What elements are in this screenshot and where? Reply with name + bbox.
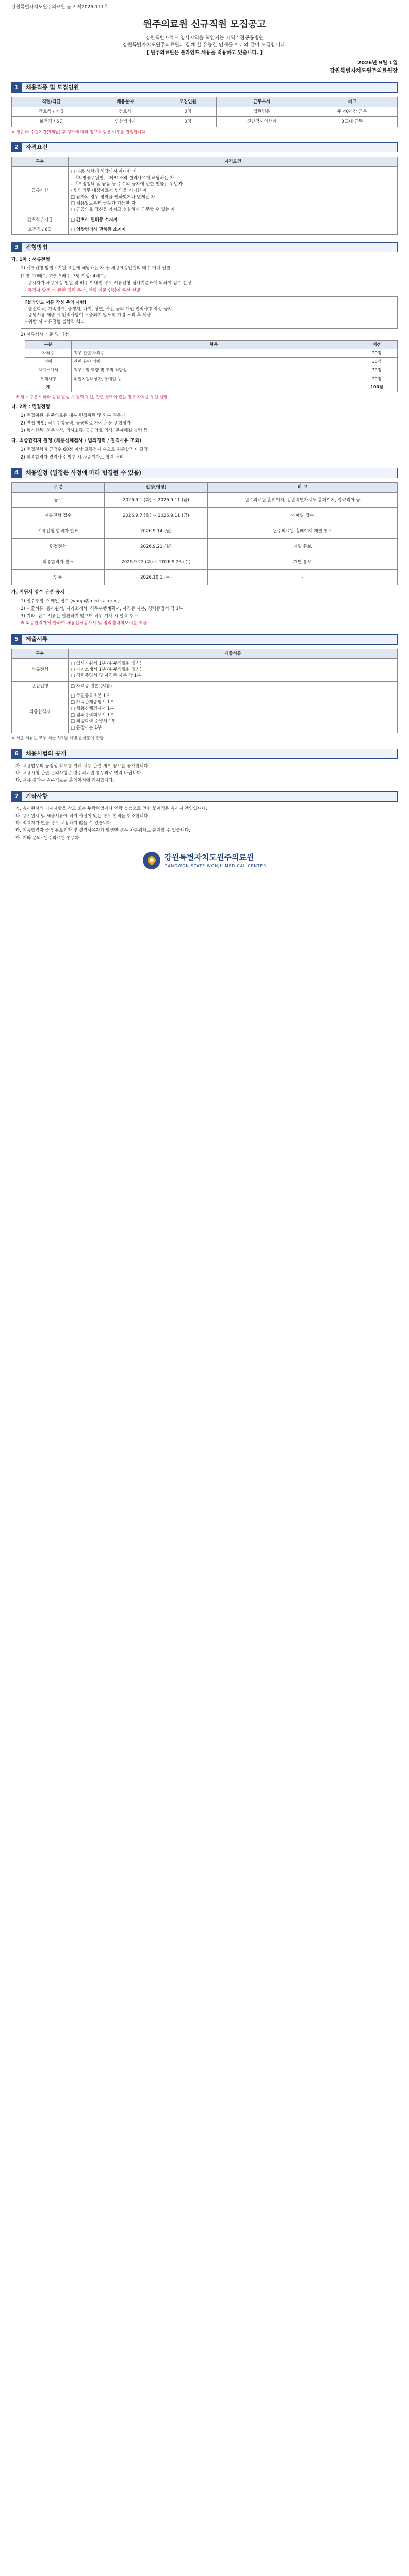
table-header: 구분 bbox=[12, 157, 69, 167]
cell: 자기소개서 bbox=[25, 366, 72, 375]
cell: 취업지원대상자, 장애인 등 bbox=[72, 375, 356, 383]
cell: 공통사항 bbox=[12, 167, 69, 215]
table-row bbox=[12, 493, 398, 508]
cell: 서류전형 접수 bbox=[12, 508, 105, 523]
intro-line: [ 원주의료원은 블라인드 채용을 적용하고 있습니다. ] bbox=[146, 49, 263, 56]
section-title: 채용시험의 공개 bbox=[22, 749, 398, 759]
paragraph: 1) 접수방법: 이메일 접수 (wonju@medical.or.kr) bbox=[21, 599, 120, 604]
subsection-title: 나. 2차 : 면접전형 bbox=[11, 404, 50, 410]
cell: 0명 bbox=[159, 107, 217, 116]
recruitment-notice bbox=[0, 0, 409, 877]
table-row bbox=[12, 107, 398, 116]
section-header bbox=[11, 749, 398, 759]
section-title: 채용일정 (일정은 사정에 따라 변경될 수 있음) bbox=[22, 468, 398, 478]
cell: □ 간호사 면허증 소지자 bbox=[69, 215, 398, 225]
cell: 계 bbox=[25, 383, 72, 392]
table-row bbox=[12, 691, 398, 733]
hospital-logo-icon bbox=[143, 852, 160, 869]
table-header: 근무부서 bbox=[217, 97, 307, 107]
cell: 2026.9.14.(월) bbox=[105, 523, 208, 539]
section-header bbox=[11, 634, 398, 645]
table-header: 항목 bbox=[72, 341, 356, 349]
cell: 서류전형 합격자 발표 bbox=[12, 523, 105, 539]
cell: □ 주민등록초본 1부 □ 가족관계증명서 1부 □ 채용신체검사서 1부 □ 범죄경력회보서 1부 □ 최종학력 증명서 1부 □ 통장사본 1부 bbox=[69, 691, 398, 733]
cell: 2026.9.7.(월) ~ 2026.9.11.(금) bbox=[105, 508, 208, 523]
table-header: 비고 bbox=[307, 97, 397, 107]
paragraph: 마. 기타 문의: 원주의료원 총무과 bbox=[15, 835, 79, 841]
subsection-title: 가. 1차 : 서류전형 bbox=[11, 257, 50, 263]
cell: 입원병동 bbox=[217, 107, 307, 116]
list-item: - 「지방공무원법」 제31조의 결격사유에 해당하는 자 bbox=[71, 175, 174, 181]
table-header: 제출서류 bbox=[69, 649, 398, 658]
section-header bbox=[11, 142, 398, 152]
cell: 보건직 / 6급 bbox=[12, 117, 91, 127]
paragraph: 2) 서류심사 기준 및 배점 bbox=[21, 332, 69, 337]
table-header: 배점 bbox=[356, 341, 398, 349]
list-item: □ 다음 사항에 해당되지 아니한 자 bbox=[71, 169, 137, 175]
section-number: 6 bbox=[11, 749, 22, 759]
paragraph: 라. 최종합격자 중 임용포기자 및 결격사유자가 발생한 경우 차순위자로 충원할 수 있습니다. bbox=[15, 828, 190, 834]
table-row bbox=[12, 167, 398, 215]
blind-notice-box bbox=[21, 296, 398, 329]
criteria-table bbox=[25, 340, 398, 392]
paragraph: 1) 면접위원: 원주의료원 내부 면접위원 및 외부 전문가 bbox=[21, 413, 125, 419]
table-row bbox=[25, 375, 398, 383]
cell: 2026.10.1.(목) bbox=[105, 570, 208, 585]
table-row bbox=[12, 215, 398, 225]
list-item: - 증명서류 제출 시 인적사항이 노출되지 않도록 가림 처리 후 제출 bbox=[25, 313, 151, 318]
paragraph: 1) 면접전형 평균점수 60점 이상 고득점자 순으로 최종합격자 결정 bbox=[21, 447, 148, 453]
table-header: 비 고 bbox=[208, 482, 398, 492]
section-title: 자격요건 bbox=[22, 142, 398, 152]
paragraph: 나. 채용시험 관련 문의사항은 원주의료원 총무과로 연락 바랍니다. bbox=[15, 770, 143, 776]
documents-table bbox=[11, 649, 398, 733]
table-row bbox=[12, 554, 398, 570]
cell: 최종합격자 bbox=[12, 691, 69, 733]
cell: 직무 관련 자격증 bbox=[72, 349, 356, 358]
schedule-table bbox=[11, 482, 398, 585]
table-row bbox=[25, 358, 398, 366]
cell: 관련 분야 경력 bbox=[72, 358, 356, 366]
table-header: 자격요건 bbox=[69, 157, 398, 167]
cell: 2026.9.21.(월) bbox=[105, 539, 208, 554]
paragraph: 3) 기타: 접수 서류는 반환하지 않으며 허위 기재 시 합격 취소 bbox=[21, 613, 138, 619]
list-item: □ 남자의 경우 병역을 필하였거나 면제된 자 bbox=[71, 194, 155, 200]
section-note: ※ 정규직: 수습기간(3개월) 후 평가에 따라 정규직 임용 여부를 결정합니다. bbox=[11, 129, 147, 134]
cell: 원주의료원 홈페이지 개별 통보 bbox=[208, 523, 398, 539]
cell: 원주의료원 홈페이지, 강원특별자치도 홈페이지, 잡코리아 등 bbox=[208, 493, 398, 508]
page-title: 원주의료원 신규직원 모집공고 bbox=[143, 19, 266, 30]
cell: 임상병리사 bbox=[91, 117, 159, 127]
cell: 면접전형 bbox=[12, 681, 69, 691]
table-row bbox=[12, 570, 398, 585]
cell: 간호사 bbox=[91, 107, 159, 116]
table-row bbox=[12, 508, 398, 523]
intro bbox=[11, 35, 398, 57]
section-title: 제출서류 bbox=[22, 634, 398, 645]
cell: 개별 통보 bbox=[208, 539, 398, 554]
table-header: 구분 bbox=[25, 341, 72, 349]
subsection-title: 가. 지원서 접수 관련 공지 bbox=[11, 590, 64, 596]
cell: 3교대 근무 bbox=[307, 117, 397, 127]
cell: 이메일 접수 bbox=[208, 508, 398, 523]
cell: 0명 bbox=[159, 117, 217, 127]
list-item: - 병역의무 대상자로서 병역을 기피한 자 bbox=[71, 188, 147, 194]
cell: 30점 bbox=[356, 366, 398, 375]
section-number: 4 bbox=[11, 468, 22, 478]
cell: 100점 bbox=[356, 383, 398, 392]
section-note: ※ 제출 서류는 모두 최근 3개월 이내 발급분에 한함 bbox=[11, 735, 104, 740]
list-item: - 위반 시 서류전형 불합격 처리 bbox=[25, 319, 85, 325]
paragraph: 가. 응시원서의 기재사항을 착오 또는 누락하였거나 연락 불능으로 인한 불이익은 응시자 책임입니다. bbox=[15, 806, 207, 811]
table-row bbox=[12, 539, 398, 554]
paragraph: 1) 서류전형 방법 : 지원 요건에 해당하는 자 중 채용예정인원의 배수 이내 선발 bbox=[21, 266, 171, 272]
cell bbox=[72, 383, 356, 392]
table-header: 구분 bbox=[12, 649, 69, 658]
cell: 보건직 / 6급 bbox=[12, 225, 69, 234]
table-header: 직렬/직급 bbox=[12, 97, 91, 107]
intro-line: 강원특별자치도 영서지역을 책임지는 지역거점공공병원 bbox=[145, 35, 264, 41]
cell: 진단검사의학과 bbox=[217, 117, 307, 127]
section-title: 채용직종 및 모집인원 bbox=[22, 82, 398, 93]
section-title: 기타사항 bbox=[22, 791, 398, 802]
positions-table bbox=[11, 97, 398, 127]
paragraph: (1명: 10배수, 2명: 5배수, 3명 이상: 4배수) bbox=[21, 273, 106, 279]
notice-date: 2026년 9월 1일 bbox=[357, 60, 398, 66]
list-item: - 「부정청탁 및 금품 등 수수의 금지에 관한 법률」 위반자 bbox=[71, 182, 183, 188]
section-note: ※ 점수 구분에 따라 동점 발생 시 경력 우선, 관련 경력이 같을 경우 자격증 우선 선발 bbox=[15, 394, 168, 399]
paragraph: - 동점자 발생 시 관련 경력 우선, 연령 기준 연장자 우선 선발 bbox=[25, 288, 141, 294]
cell: 임용 bbox=[12, 570, 105, 585]
table-row bbox=[12, 225, 398, 234]
table-header: 일정(예정) bbox=[105, 482, 208, 492]
cell: 공고 bbox=[12, 493, 105, 508]
notice-number: 강원특별자치도원주의료원 공고 제2026-111호 bbox=[11, 5, 109, 10]
table-row bbox=[25, 383, 398, 392]
cell: 간호직 / 기급 bbox=[12, 215, 69, 225]
cell: 경력 bbox=[25, 358, 72, 366]
box-title: [블라인드 서류 작성 주의 사항] bbox=[25, 300, 87, 306]
section-number: 5 bbox=[11, 634, 22, 645]
footer bbox=[11, 852, 398, 869]
table-row bbox=[25, 349, 398, 358]
cell: 직무수행 역량 및 조직 적합성 bbox=[72, 366, 356, 375]
table-row bbox=[25, 366, 398, 375]
cell: 30점 bbox=[356, 358, 398, 366]
section-header bbox=[11, 791, 398, 802]
section-number: 7 bbox=[11, 791, 22, 802]
table-row bbox=[12, 658, 398, 681]
paragraph: 3) 평가항목: 전문지식, 의사소통, 공공의료 의식, 문제해결 능력 등 bbox=[21, 428, 148, 433]
list-item: □ 채용일로부터 근무가 가능한 자 bbox=[71, 201, 136, 207]
section-header bbox=[11, 242, 398, 252]
section-title: 전형방법 bbox=[22, 242, 398, 252]
footer-org-name-en: GANGWON STATE WONJU MEDICAL CENTER bbox=[164, 863, 267, 868]
cell: - bbox=[208, 570, 398, 585]
section-header bbox=[11, 468, 398, 478]
cell: □ 자격증 원본 (지참) bbox=[69, 681, 398, 691]
cell: □ 임상병리사 면허증 소지자 bbox=[69, 225, 398, 234]
section-number: 2 bbox=[11, 142, 22, 152]
table-row bbox=[12, 117, 398, 127]
section-number: 3 bbox=[11, 242, 22, 252]
table-header: 채용분야 bbox=[91, 97, 159, 107]
intro-line: 강원특별자치도원주의료원과 함께 할 유능한 인재를 아래와 같이 모집합니다. bbox=[122, 42, 287, 48]
paragraph: 2) 최종합격자 결격사유 발견 시 차순위자로 합격 처리 bbox=[21, 454, 124, 460]
issuing-org: 강원특별자치도원주의료원장 bbox=[330, 67, 398, 74]
cell: 간호직 / 기급 bbox=[12, 107, 91, 116]
paragraph: - 응시자가 채용예정 인원 및 배수 이내인 경우 서류전형 심사기준표에 의하여 점수 산정 bbox=[25, 280, 191, 286]
cell: 2026.9.22.(화) ~ 2026.9.23.(수) bbox=[105, 554, 208, 570]
table-header: 모집인원 bbox=[159, 97, 217, 107]
cell: 면접전형 bbox=[12, 539, 105, 554]
list-item: - 출신학교, 가족관계, 출생지, 나이, 성별, 사진 등의 개인 인적사항 작성 금지 bbox=[25, 306, 172, 312]
cell: □ 입사지원서 1부 (원주의료원 양식) □ 자기소개서 1부 (원주의료원 양식) □ 경력증명서 및 자격증 사본 각 1부 bbox=[69, 658, 398, 681]
cell: 주 40시간 근무 bbox=[307, 107, 397, 116]
cell: 자격증 bbox=[25, 349, 72, 358]
footer-org-name: 강원특별자치도원주의료원 bbox=[164, 852, 254, 862]
cell: 개별 통보 bbox=[208, 554, 398, 570]
cell: 서류전형 bbox=[12, 658, 69, 681]
qualifications-table bbox=[11, 157, 398, 235]
cell: 우대사항 bbox=[25, 375, 72, 383]
cell: 20점 bbox=[356, 349, 398, 358]
paragraph: ※ 최종합격자에 한하여 채용신체검사서 및 범죄경력회보서를 제출 bbox=[21, 621, 148, 626]
cell: 20점 bbox=[356, 375, 398, 383]
paragraph: 나. 응시원서 및 제출서류에 허위 사실이 있는 경우 합격을 취소합니다. bbox=[15, 813, 150, 819]
paragraph: 2) 제출서류: 응시원서, 자기소개서, 직무수행계획서, 자격증 사본, 경력증명서 각 1부 bbox=[21, 606, 183, 612]
section-number: 1 bbox=[11, 82, 22, 93]
paragraph: 다. 채용 결과는 원주의료원 홈페이지에 게시합니다. bbox=[15, 778, 114, 784]
paragraph: 가. 채용업무의 공정성 확보를 위해 채용 관련 세부 정보를 공개합니다. bbox=[15, 763, 150, 769]
section-header bbox=[11, 82, 398, 93]
table-header: 구 분 bbox=[12, 482, 105, 492]
cell bbox=[69, 167, 398, 215]
cell: 최종합격자 발표 bbox=[12, 554, 105, 570]
cell: 2026.9.1.(화) ~ 2026.9.11.(금) bbox=[105, 493, 208, 508]
list-item: □ 공공의료 정신을 가지고 성실하게 근무할 수 있는 자 bbox=[71, 207, 175, 213]
table-row bbox=[12, 681, 398, 691]
subsection-title: 다. 최종합격자 결정 (채용신체검사 / 범죄경력 / 결격사유 조회) bbox=[11, 438, 141, 444]
paragraph: 2) 면접 방법: 직무수행능력, 공공의료 가치관 등 종합평가 bbox=[21, 420, 131, 426]
paragraph: 다. 적격자가 없을 경우 채용하지 않을 수 있습니다. bbox=[15, 821, 113, 826]
table-row bbox=[12, 523, 398, 539]
